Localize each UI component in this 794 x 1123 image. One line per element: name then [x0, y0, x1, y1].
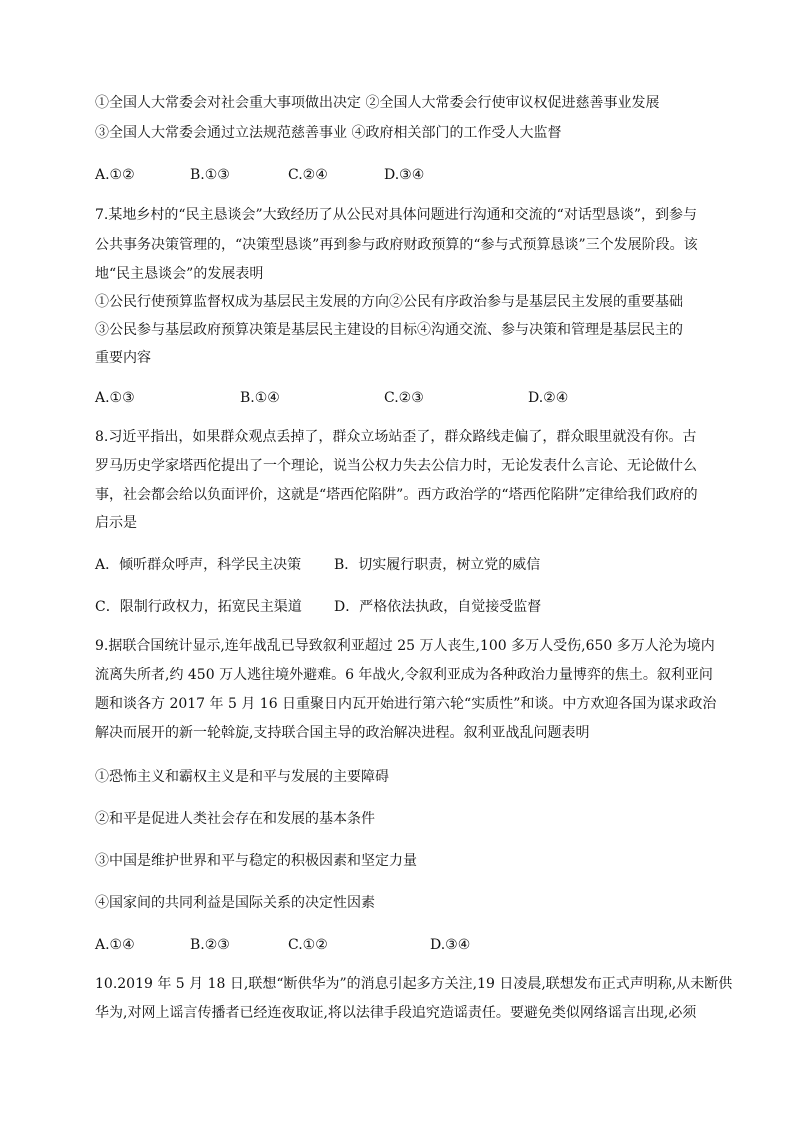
q9-statement-2: ②和平是促进人类社会存在和发展的基本条件 — [95, 811, 375, 827]
q6-statement-line-2: ③全国人大常委会通过立法规范慈善事业 ④政府相关部门的工作受人大监督 — [95, 125, 562, 141]
q9-stem-line-4: 解决而展开的新一轮斡旋,支持联合国主导的政治解决进程。叙利亚战乱问题表明 — [95, 725, 590, 741]
q7-statement-line-3: 重要内容 — [95, 350, 151, 366]
q7-option-a: A.①③ — [95, 390, 135, 406]
q6-option-a: A.①② — [95, 167, 135, 183]
q6-option-c: C.②④ — [288, 167, 328, 183]
q7-statement-line-1: ①公民行使预算监督权成为基层民主发展的方向②公民有序政治参与是基层民主发展的重要基础 — [95, 294, 683, 310]
q7-stem-line-1: 7.某地乡村的“民主恳谈会”大致经历了从公民对具体问题进行沟通和交流的“对话型恳谈”，到参与 — [95, 207, 697, 223]
q9-statement-1: ①恐怖主义和霸权主义是和平与发展的主要障碍 — [95, 769, 389, 785]
q6-option-b: B.①③ — [190, 167, 230, 183]
q8-option-b: B．切实履行职责，树立党的威信 — [334, 557, 541, 573]
q6-option-d: D.③④ — [384, 167, 425, 183]
q9-option-a: A.①④ — [95, 937, 135, 953]
q9-stem-line-2: 流离失所者,约 450 万人逃往境外避难。6 年战火,令叙利亚成为各种政治力量博弈的焦土。叙利亚问 — [95, 667, 713, 683]
q10-stem-line-1: 10.2019 年 5 月 18 日,联想“断供华为”的消息引起多方关注,19 日凌晨,联想发布正式声明称,从未断供 — [95, 976, 733, 992]
q8-stem-line-4: 启示是 — [95, 515, 137, 531]
q10-stem-line-2: 华为,对网上谣言传播者已经连夜取证,将以法律手段追究造谣责任。要避免类似网络谣言出现,必须 — [95, 1005, 697, 1021]
q9-stem-line-3: 题和谈各方 2017 年 5 月 16 日重聚日内瓦开始进行第六轮“实质性”和谈。中方欢迎各国为谋求政治 — [95, 696, 717, 712]
q7-option-c: C.②③ — [384, 390, 424, 406]
q8-stem-line-2: 罗马历史学家塔西佗提出了一个理论，说当公权力失去公信力时，无论发表什么言论、无论做什么 — [95, 458, 697, 474]
q7-statement-line-2: ③公民参与基层政府预算决策是基层民主建设的目标④沟通交流、参与决策和管理是基层民主的 — [95, 322, 683, 338]
q9-option-d: D.③④ — [430, 937, 471, 953]
q8-option-c: C．限制行政权力，拓宽民主渠道 — [95, 599, 302, 615]
q7-stem-line-3: 地“民主恳谈会”的发展表明 — [95, 266, 264, 282]
q9-option-c: C.①② — [288, 937, 328, 953]
q8-option-a: A．倾听群众呼声，科学民主决策 — [95, 557, 302, 573]
q9-statement-3: ③中国是维护世界和平与稳定的积极因素和坚定力量 — [95, 853, 417, 869]
q7-stem-line-2: 公共事务决策管理的，“决策型恳谈”再到参与政府财政预算的“参与式预算恳谈”三个发展阶段。该 — [95, 237, 698, 253]
q9-statement-4: ④国家间的共同利益是国际关系的决定性因素 — [95, 895, 375, 911]
q8-stem-line-1: 8.习近平指出，如果群众观点丢掉了，群众立场站歪了，群众路线走偏了，群众眼里就没有你。古 — [95, 429, 697, 445]
q7-option-b: B.①④ — [240, 390, 280, 406]
q7-option-d: D.②④ — [528, 390, 569, 406]
q9-stem-line-1: 9.据联合国统计显示,连年战乱已导致叙利亚超过 25 万人丧生,100 多万人受伤,650 多万人沦为境内 — [95, 638, 715, 654]
q9-option-b: B.②③ — [190, 937, 230, 953]
q8-stem-line-3: 事，社会都会给以负面评价，这就是“塔西佗陷阱”。西方政治学的“塔西佗陷阱”定律给我们政府的 — [95, 487, 698, 503]
q8-option-d: D．严格依法执政，自觉接受监督 — [334, 599, 542, 615]
q6-statement-line-1: ①全国人大常委会对社会重大事项做出决定 ②全国人大常委会行使审议权促进慈善事业发展 — [95, 95, 660, 111]
